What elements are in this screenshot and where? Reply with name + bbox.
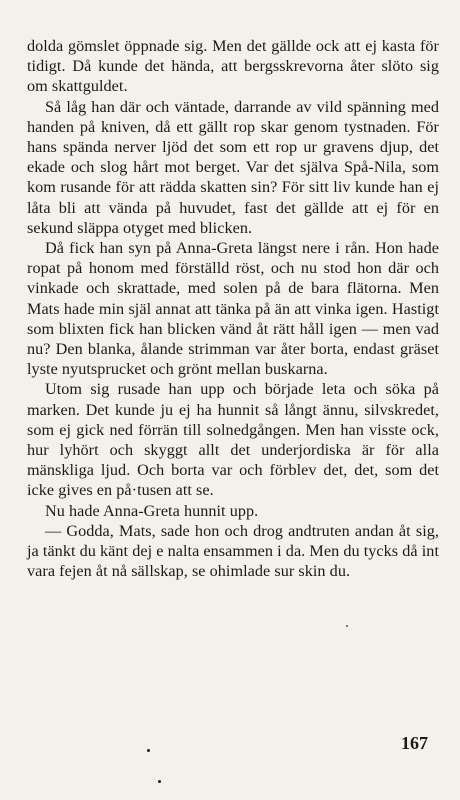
paragraph: — Godda, Mats, sade hon och drog andtruten andan åt sig, ja tänkt du känt dej e nalta ensammen i da. Men du tycks då int vara fejen åt nå sällskap, se ohimlade sur skin du. <box>27 521 439 581</box>
paragraph: Utom sig rusade han upp och började leta och söka på marken. Det kunde ju ej ha hunnit så långt ännu, silvskredet, som ej gick ned förrän till solnedgången. Men han visste ock, hur lyhört och skyggt allt det underjordiska är för alla mänskliga ljud. Och borta var och förblev det, det, som det icke gives en på·tusen att se. <box>27 380 439 500</box>
print-dot <box>158 780 161 783</box>
paragraph: Så låg han där och väntade, darrande av vild spänning med handen på kniven, då ett gällt rop skar genom tystnaden. För hans spända nerver ljöd det som ett rop ur gravens djup, det ekade och slog hårt mot berget. Var det själva Spå-Nila, som kom rusande för att rädda skatten sin? För sitt liv kunde han ej låta bli att vända på huvudet, fast det gällde att ej för en sekund släppa otyget med blicken. <box>27 97 439 237</box>
paragraph: Då fick han syn på Anna-Greta längst nere i rån. Hon hade ropat på honom med förställd röst, och nu stod hon där och vinkade och skrattade, med solen på de bara flätorna. Men Mats hade min själ annat att tänka på än att vinka igen. Hastigt som blixten fick han blicken vänd åt rätt håll igen — men vad nu? Den blanka, ålande strimman var åter borta, endast gräset lyste nyutsprucket och grönt mellan buskarna. <box>27 239 439 379</box>
page-body <box>27 36 439 581</box>
paragraph: dolda gömslet öppnade sig. Men det gällde ock att ej kasta för tidigt. Då kunde det hända, att bergsskrevorna åter slöto sig om skattguldet. <box>27 37 439 96</box>
paragraph: Nu hade Anna-Greta hunnit upp. <box>45 501 259 520</box>
print-speck <box>346 625 348 627</box>
page-number: 167 <box>401 733 428 753</box>
print-dot <box>147 749 150 752</box>
